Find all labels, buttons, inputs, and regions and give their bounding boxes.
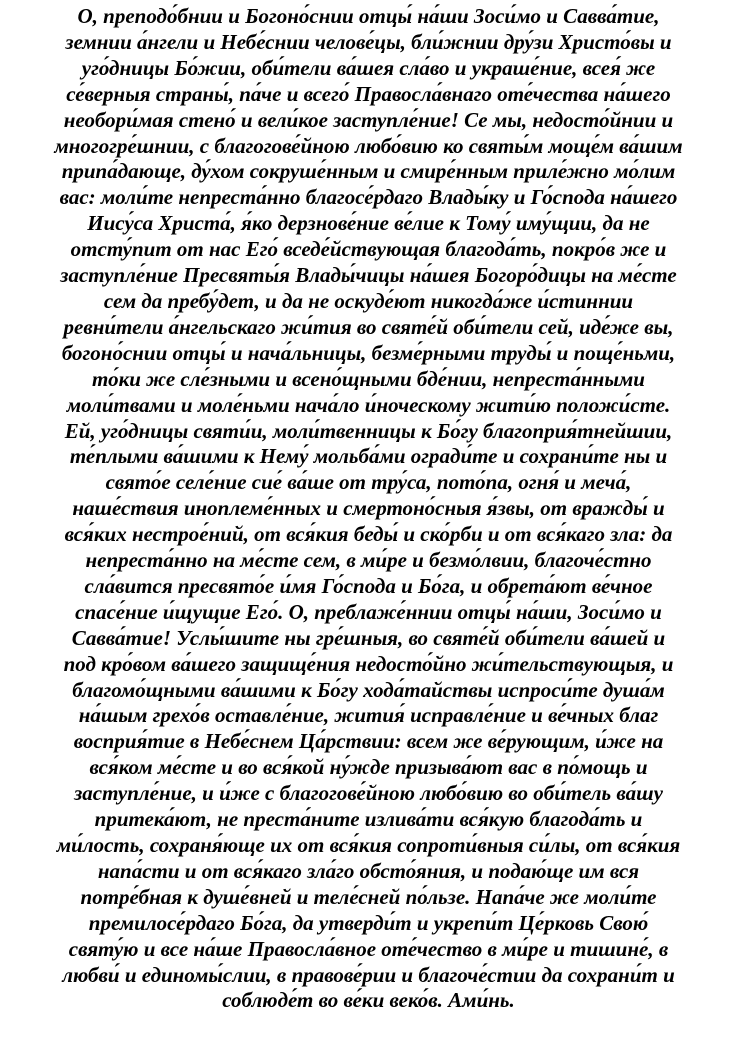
text-line: ми́лость, сохраня́юще их от вся́кия сопроти́вныя си́лы, от вся́кия — [56, 833, 681, 857]
text-line: соблюде́т во ве́ки веко́в. Ами́нь. — [222, 988, 515, 1013]
text-line: припа́дающе, ду́хом сокруше́нным и смире́нным приле́жно мо́лим — [61, 159, 676, 184]
text-line: наше́ствия иноплеме́нных и смертоно́сныя я́звы, от вражды́ и — [72, 496, 665, 521]
text-line: отсту́пит от нас Его́ вседе́йствующая благода́ть, покро́в же и — [70, 237, 667, 262]
text-line: земнии а́нгели и Небе́снии челове́цы, бли́жнии дру́зи Христо́вы и — [65, 29, 672, 54]
text-line: Ей, уго́дницы святи́и, моли́твенницы к Бо́гу благоприя́тнейшии, — [64, 418, 673, 443]
text-line: восприя́тие в Небе́снем Ца́рствии: всем же ве́рующим, и́же на — [73, 729, 664, 754]
text-line: притека́ют, не преста́ните излива́ти вся́кую благода́ть и — [94, 807, 643, 832]
text-line: потре́бная к душе́вней и теле́сней по́льзе. Напа́че же моли́те — [80, 884, 657, 909]
text-line: сем да пребу́дет, и да не оскуде́ют никогда́же и́стиннии — [103, 288, 634, 313]
text-line: заступле́ние, и и́же с благогове́йною любо́вию во оби́тель ва́шу — [74, 781, 663, 806]
text-line: необори́мая стено́ и вели́кое заступле́ние! Се мы, недосто́йнии и — [63, 107, 674, 132]
text-line: напа́сти и от вся́каго зла́го обсто́яния, и подаю́ще им вся — [97, 858, 640, 883]
text-line: заступле́ние Пресвяты́я Влады́чицы на́шея Богоро́дицы на ме́сте — [60, 263, 677, 288]
text-line: вся́ком ме́сте и во вся́кой ну́жде призыва́ют вас в по́мощь и — [89, 755, 648, 780]
text-line: моли́твами и моле́ньми нача́ло и́ноческому жити́ю положи́сте. — [66, 392, 671, 417]
text-line: святу́ю и все на́ше Правосла́вное оте́чество в ми́ре и тишине́, в — [68, 936, 669, 961]
text-line: премилосе́рдаго Бо́га, да утверди́т и укрепи́т Це́рковь Свою́ — [88, 910, 649, 935]
text-line: многогре́шнии, с благогове́йною любо́вию ко святы́м моще́м ва́шим — [54, 133, 683, 158]
text-line: спасе́ние и́щущие Его́. О, преблаже́ннии отцы́ на́ши, Зоси́мо и — [75, 599, 662, 624]
text-line: вас: моли́те непреста́нно благосе́рдаго Влады́ку и Го́спода на́шего — [59, 185, 678, 210]
text-line: О, преподо́бнии и Богоно́снии отцы́ на́ши Зоси́мо и Савва́тие, — [77, 4, 660, 28]
text-line: се́верныя страны́, па́че и всего́ Правосла́внаго оте́чества на́шего — [66, 81, 671, 106]
text-line: Савва́тие! Услы́шите ны гре́шныя, во святе́й оби́тели ва́шей и — [71, 625, 666, 650]
text-line: благомо́щными ва́шими к Бо́гу хода́тайствы испроси́те душа́м — [72, 677, 665, 702]
text-line: Иису́са Христа́, я́ко дерзнове́ние ве́лие к Тому́ иму́щии, да не — [87, 211, 650, 236]
prayer-text — [0, 4, 737, 1014]
text-line: те́плыми ва́шими к Нему́ мольба́ми огради́те и сохрани́те ны и — [69, 444, 668, 469]
text-line: сла́вится пресвято́е и́мя Го́спода и Бо́га, и обрета́ют ве́чное — [84, 573, 653, 598]
text-line: под кро́вом ва́шего защище́ния недосто́йно жи́тельствующыя, и — [63, 651, 674, 676]
text-line: богоно́снии отцы́ и нача́льницы, безме́рными труды́ и поще́ньми, — [61, 340, 676, 365]
text-line: вся́ких нестрое́ний, от вся́кия беды́ и ско́рби и от вся́каго зла: да — [64, 522, 673, 547]
text-line: непреста́нно на ме́сте сем, в ми́ре и безмо́лвии, благоче́стно — [85, 548, 652, 573]
text-line: ревни́тели а́нгельскаго жи́тия во святе́й оби́тели сей, иде́же вы, — [63, 314, 674, 339]
text-line: на́шым грехо́в оставле́ние, жития́ исправле́ние и ве́чных благ — [78, 703, 659, 728]
text-line: то́ки же сле́зными и всено́щными бде́нии, непреста́нными — [92, 366, 645, 391]
text-line: свято́е селе́ние сие́ ва́ше от тру́са, пото́па, огня́ и меча́, — [105, 470, 632, 495]
text-line: уго́дницы Бо́жии, оби́тели ва́шея сла́во и украше́ние, всея́ же — [81, 55, 656, 80]
text-line: любви́ и единомы́слии, в правове́рии и благоче́стии да сохрани́т и — [62, 962, 675, 987]
